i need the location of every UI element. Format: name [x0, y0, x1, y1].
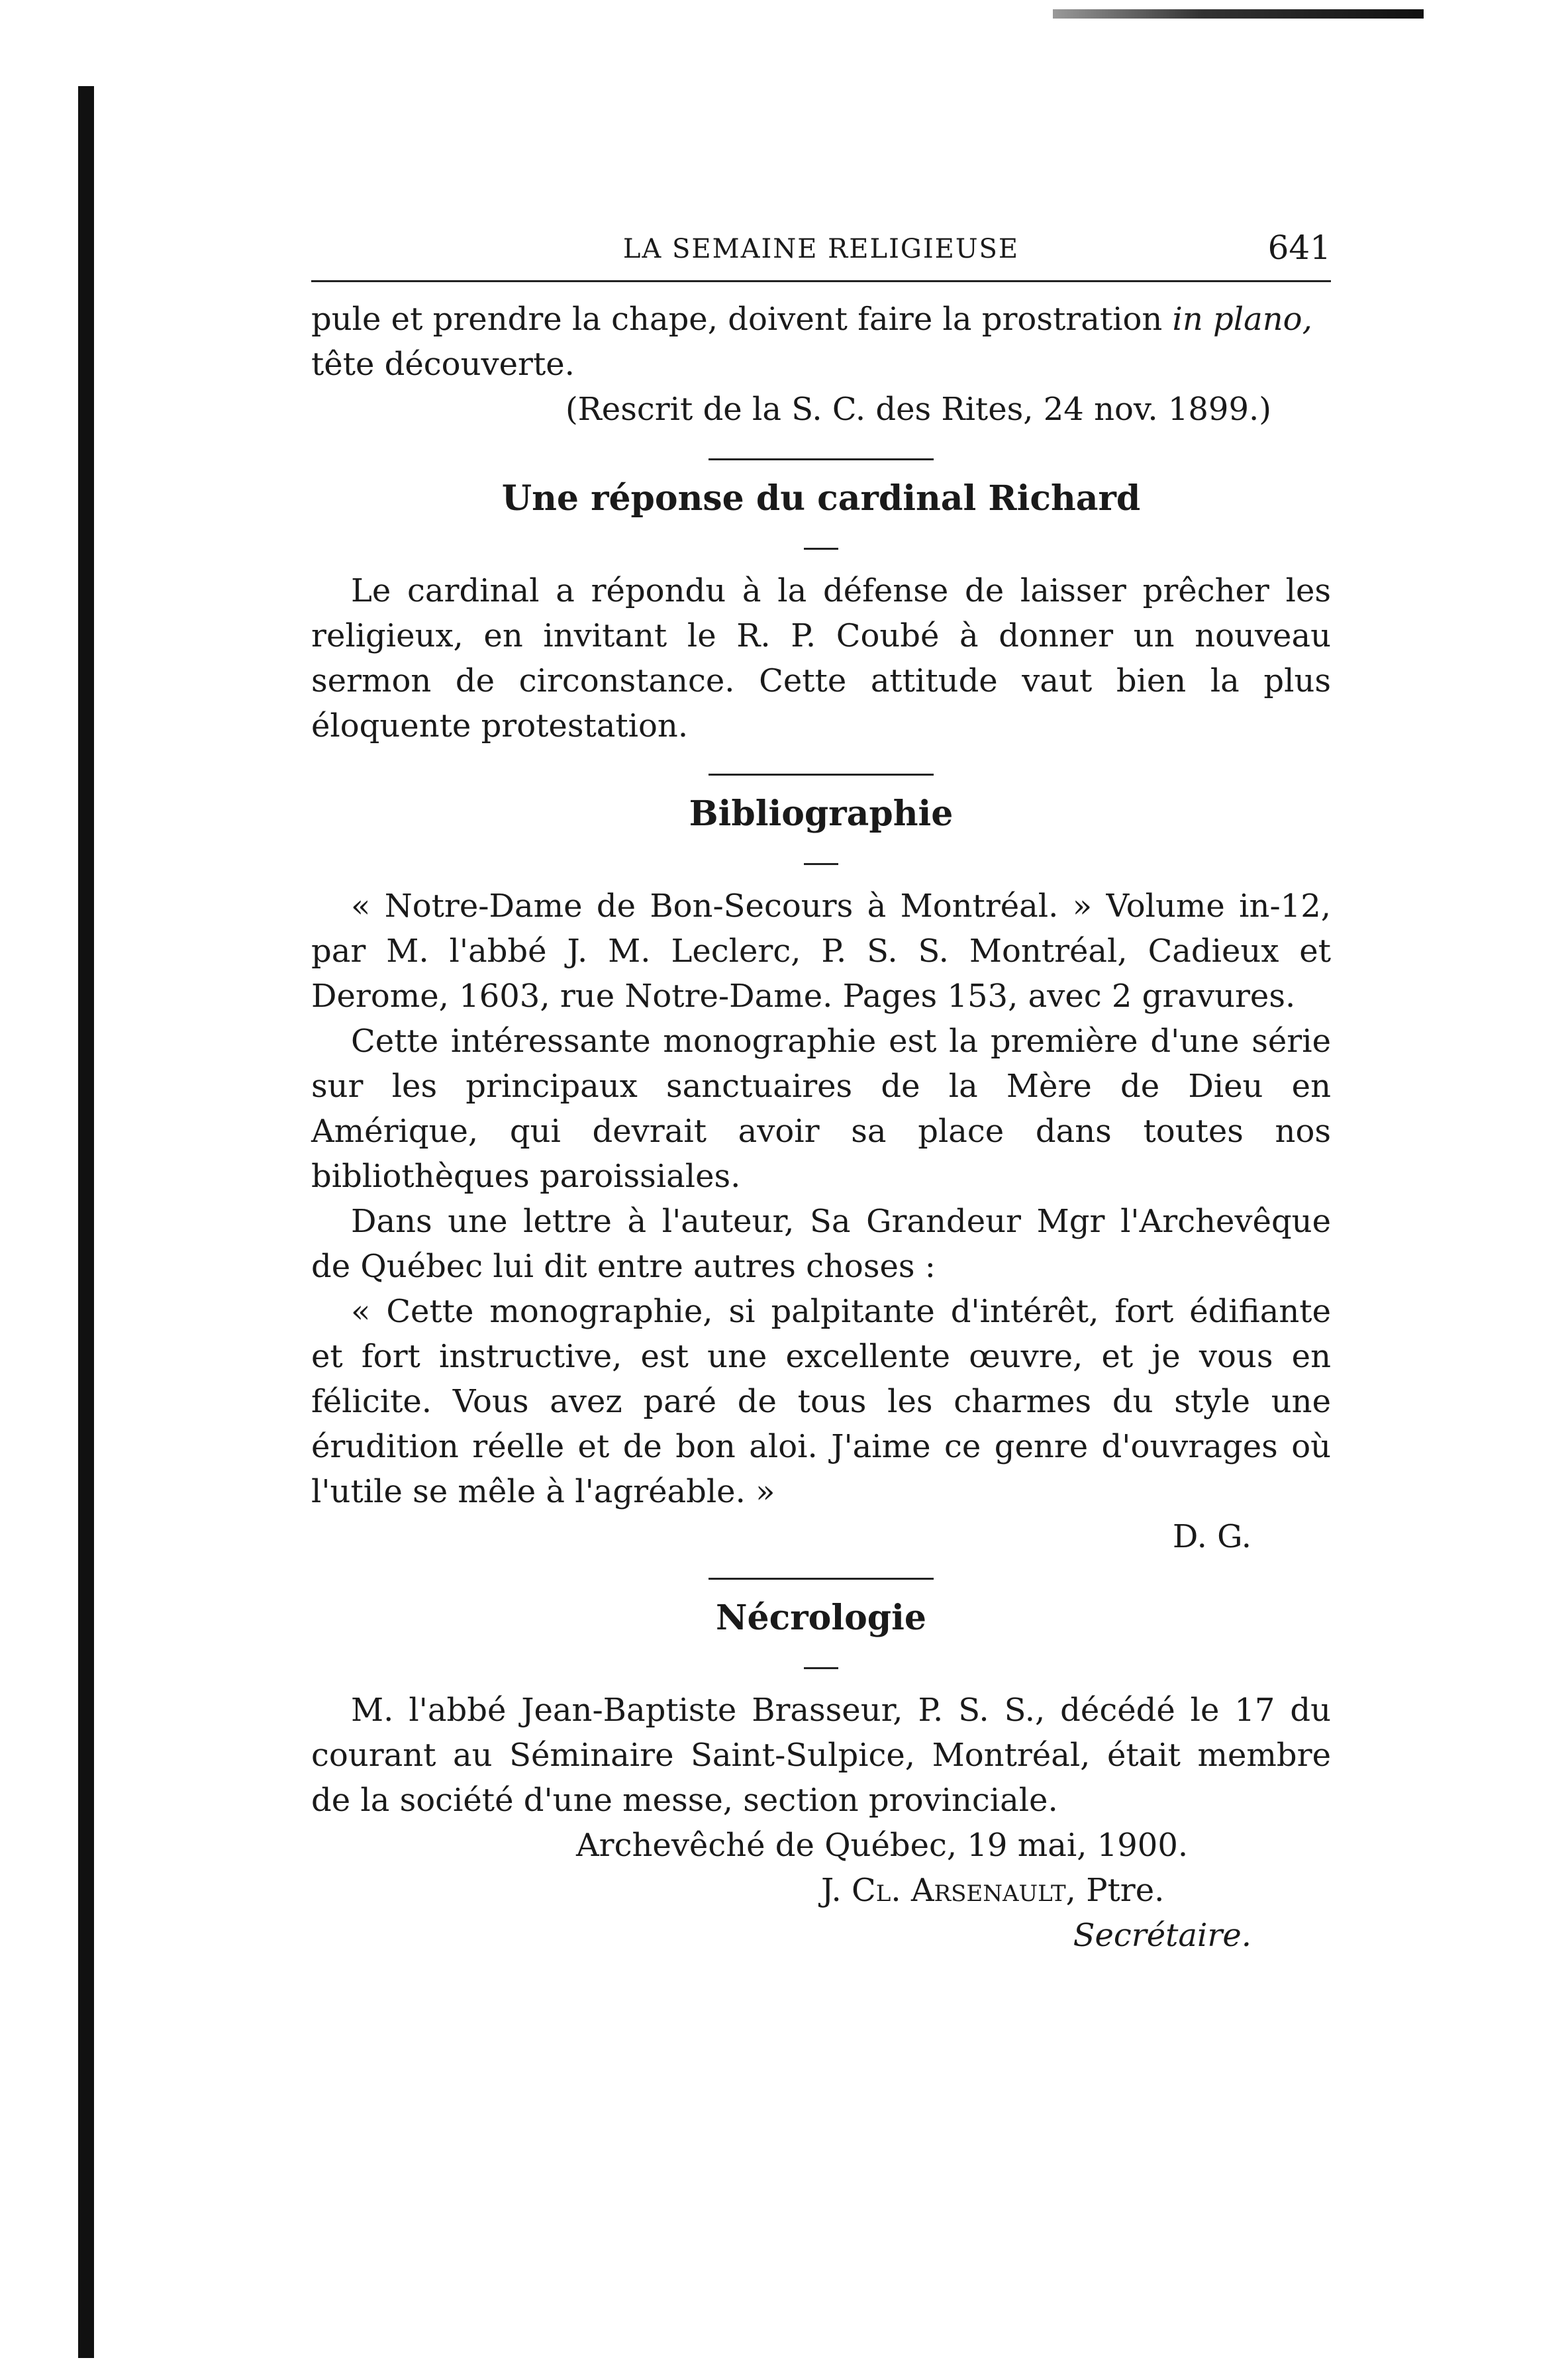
signature-name: J. Cl. Arsenault	[821, 1872, 1066, 1909]
necrologie-heading: Nécrologie	[716, 1598, 926, 1638]
scan-edge-left	[78, 86, 94, 2358]
rite-line1: pule et prendre la chape, doivent faire la prostration	[311, 301, 1173, 338]
necrologie-body: M. l'abbé Jean-Baptiste Brasseur, P. S. S., décédé le 17 du courant au Séminaire Saint-Sulpice, Montréal, était membre de la société d'une messe, section provinciale.	[311, 1692, 1331, 1819]
necrologie-signature	[311, 1868, 1331, 1913]
bibliographie-letter-intro: Dans une lettre à l'auteur, Sa Grandeur Mgr l'Archevêque de Québec lui dit entre autres choses :	[311, 1203, 1331, 1285]
rite-latin: in plano,	[1172, 301, 1312, 338]
bibliographie-initials: D. G.	[1172, 1518, 1251, 1555]
signature-title: , Ptre.	[1065, 1872, 1165, 1909]
journal-title: LA SEMAINE RELIGIEUSE	[622, 234, 1020, 264]
page	[311, 229, 1331, 1958]
bibliographie-review: Cette intéressante monographie est la première d'une série sur les principaux sanctuaires de la Mère de Dieu en Amérique, qui devrait avoir sa place dans toutes nos bibliothèques paroissiales.	[311, 1023, 1331, 1195]
bibliographie-entry: « Notre-Dame de Bon-Secours à Montréal. » Volume in-12, par M. l'abbé J. M. Leclerc, P. S. S. Montréal, Cadieux et Derome, 1603, rue Notre-Dame. Pages 153, avec 2 gravures.	[311, 888, 1331, 1015]
necrologie-role: Secrétaire.	[1073, 1917, 1251, 1954]
running-head	[311, 229, 1331, 268]
scan-edge-top	[1053, 9, 1424, 19]
richard-heading: Une réponse du cardinal Richard	[501, 478, 1141, 519]
rite-citation: (Rescrit de la S. C. des Rites, 24 nov. 1899.)	[565, 391, 1271, 428]
page-number: 641	[1267, 229, 1331, 267]
necrologie-place-date: Archevêché de Québec, 19 mai, 1900.	[576, 1827, 1189, 1864]
header-rule	[311, 280, 1331, 282]
bibliographie-quote: « Cette monographie, si palpitante d'intérêt, fort édifiante et fort instructive, est une excellente œuvre, et je vous en félicite. Vous avez paré de tous les charmes du style une érudition réelle et de bon aloi. J'aime ce genre d'ouvrages où l'utile se mêle à l'agréable. »	[311, 1293, 1331, 1510]
rite-line2: tête découverte.	[311, 346, 575, 383]
richard-body: Le cardinal a répondu à la défense de laisser prêcher les religieux, en invitant le R. P. Coubé à donner un nouveau sermon de circonstance. Cette attitude vaut bien la plus éloquente protestation.	[311, 572, 1331, 744]
rite-text	[311, 297, 1331, 387]
bibliographie-heading: Bibliographie	[689, 794, 954, 834]
